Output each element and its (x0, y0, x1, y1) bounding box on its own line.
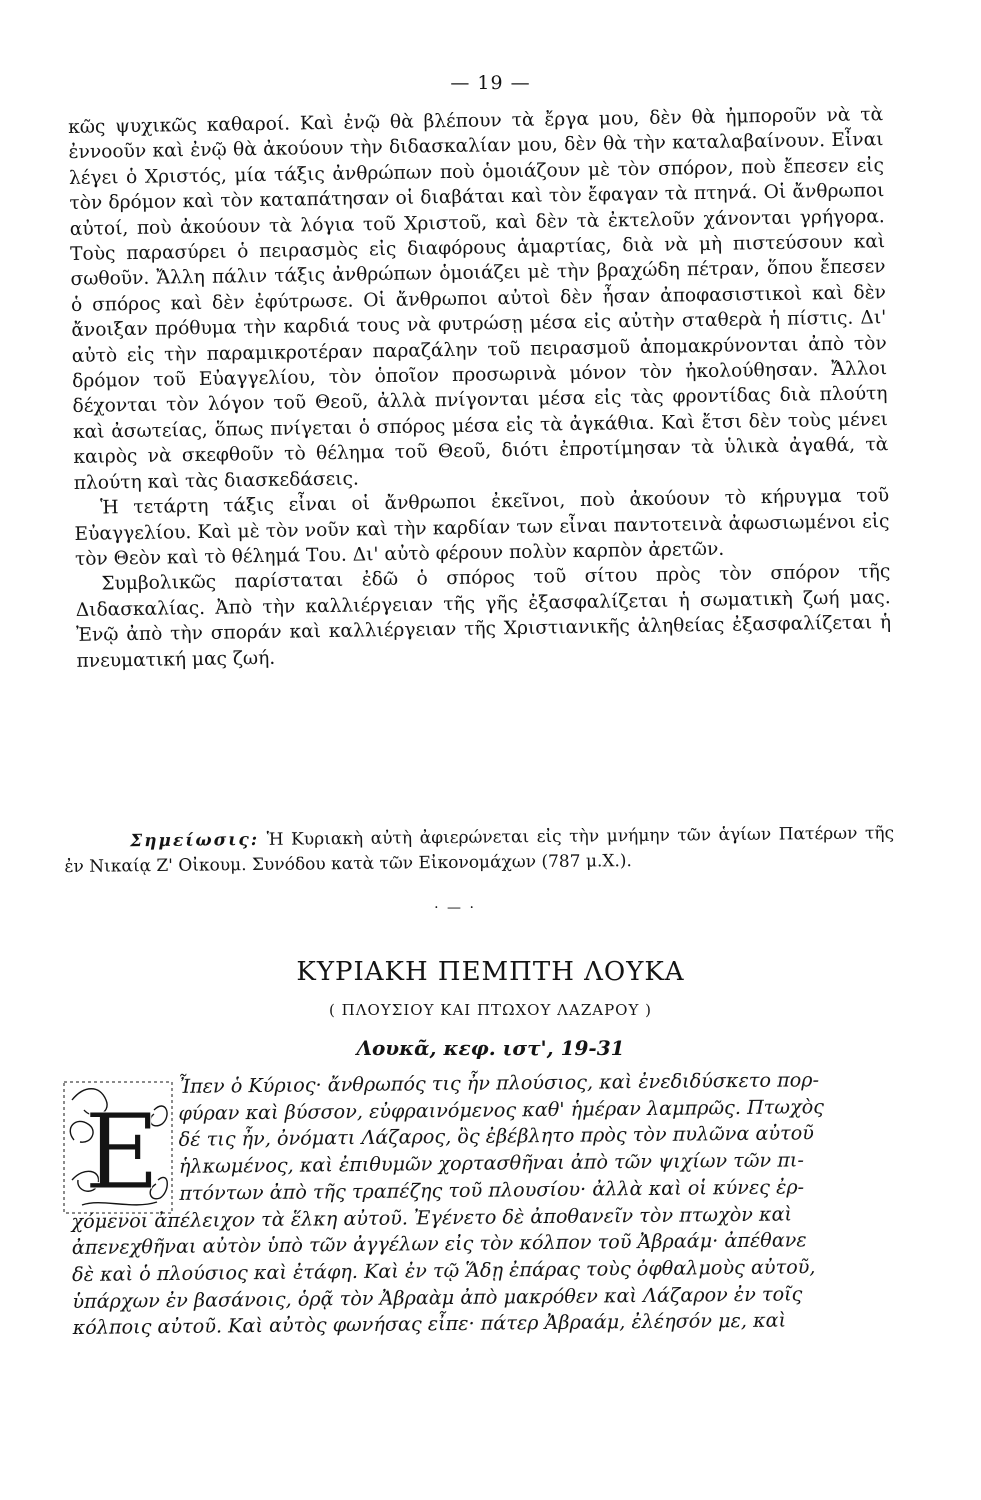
section-subtitle: ( ΠΛΟΥΣΙΟΥ ΚΑΙ ΠΤΩΧΟΥ ΛΑΖΑΡΟΥ ) (329, 1001, 652, 1019)
body-text (68, 102, 892, 674)
note-label: Σημείωσις: (130, 829, 260, 852)
gospel-line: Ἶπεν ὁ Κύριος· ἄνθρωπός τις ἦν πλούσιος, καὶ ἐνεδιδύσκετο πορ- (178, 1068, 820, 1098)
scripture-reference: Λουκᾶ, κεφ. ιστ', 19-31 (356, 1036, 625, 1060)
section-separator: · — · (434, 900, 476, 916)
gospel-line: δέ τις ἦν, ὀνόματι Λάζαρος, ὃς ἐβέβλητο πρὸς τὸν πυλῶνα αὐτοῦ (178, 1121, 815, 1152)
note-text: Ἡ Κυριακὴ αὐτὴ ἀφιερώνεται εἰς τὴν μνήμην τῶν ἁγίων Πατέρων τῆς ἐν Νικαίᾳ Ζ' Οἰκουμ. Συνόδου κατὰ τῶν Εἰκονομάχων (787 μ.Χ.). (64, 823, 895, 877)
gospel-line: κόλποις αὐτοῦ. Καὶ αὐτὸς φωνήσας εἶπε· πάτερ Ἀβραάμ, ἐλέησόν με, καὶ (72, 1308, 787, 1340)
gospel-line: δὲ καὶ ὁ πλούσιος καὶ ἐτάφη. Καὶ ἐν τῷ Ἅδῃ ἐπάρας τοὺς ὀφθαλμοὺς αὐτοῦ, (71, 1255, 816, 1286)
paragraph-3: Συμβολικῶς παρίσταται ἐδῶ ὁ σπόρος τοῦ σίτου πρὸς τὸν σπόρον τῆς Διδασκαλίας. Ἀπὸ τὴν καλλιέργειαν τῆς γῆς ἐξασφαλίζεται ἡ σωματικὴ ζωή μας. Ἐνῷ ἀπὸ τὴν σποράν καὶ καλλιέργειαν τῆς Χριστιανικῆς ἀληθείας ἐξασφαλίζεται ἡ πνευματική μας ζωή. (75, 561, 892, 672)
gospel-text (70, 1066, 895, 1342)
gospel-line: ἡλκωμένος, καὶ ἐπιθυμῶν χορτασθῆναι ἀπὸ τῶν ψιχίων τῶν πι- (178, 1148, 804, 1178)
gospel-line: χόμενοι ἀπέλειχον τὰ ἕλκη αὐτοῦ. Ἐγένετο δὲ ἀποθανεῖν τὸν πτωχὸν καὶ (71, 1201, 793, 1233)
section-title: ΚΥΡΙΑΚΗ ΠΕΜΠΤΗ ΛΟΥΚΑ (296, 957, 685, 987)
footnote (64, 821, 894, 880)
gospel-line: ἀπενεχθῆναι αὐτὸν ὑπὸ τῶν ἀγγέλων εἰς τὸν κόλπον τοῦ Ἀβραάμ· ἀπέθανε (71, 1228, 807, 1260)
gospel-line: ὑπάρχων ἐν βασάνοις, ὁρᾷ τὸν Ἀβραὰμ ἀπὸ μακρόθεν καὶ Λάζαρον ἐν τοῖς (72, 1281, 803, 1313)
paragraph-2: Ἡ τετάρτη τάξις εἶναι οἱ ἄνθρωποι ἐκεῖνοι, ποὺ ἀκούουν τὸ κήρυγμα τοῦ Εὐαγγελίου. Καὶ μὲ τὸν νοῦν καὶ τὴν καρδίαν των εἶναι παντοτεινὰ ἀφωσιωμένοι εἰς τὸν Θεὸν καὶ τὸ θέλημά Του. Δι' αὐτὸ φέρουν πολὺν καρπὸν ἀρετῶν. (74, 485, 890, 570)
page-number: — 19 — (450, 72, 531, 94)
paragraph-1: κῶς ψυχικῶς καθαροί. Καὶ ἐνῷ θὰ βλέπουν τὰ ἔργα μου, δὲν θὰ ἠμποροῦν νὰ τὰ ἐννοοῦν καὶ ἐνῷ θὰ ἀκούουν τὴν διδασκαλίαν μου, δὲν θὰ τὴν καταλαβαίνουν. Εἶναι λέγει ὁ Χριστός, μία τάξις ἀνθρώπων ποὺ ὁμοιάζουν μὲ τὸν σπόρον, ποὺ ἔπεσεν εἰς τὸν δρόμον καὶ τὸν καταπάτησαν οἱ διαβάται καὶ τὸν ἔφαγαν τὰ πτηνά. Οἱ ἄνθρωποι αὐτοί, ποὺ ἀκούουν τὰ λόγια τοῦ Χριστοῦ, καὶ δὲν τὰ ἐκτελοῦν χάνονται γρήγορα. Τοὺς παρασύρει ὁ πειρασμὸς εἰς διαφόρους ἁμαρτίας, διὰ νὰ μὴ πιστεύσουν καὶ σωθοῦν. Ἄλλη πάλιν τάξις ἀνθρώπων ὁμοιάζει μὲ τὴν βραχώδη πέτραν, ὅπου ἔπεσεν ὁ σπόρος καὶ δὲν ἐφύτρωσε. Οἱ ἄνθρωποι αὐτοὶ δὲν ἦσαν ἀποφασιστικοὶ καὶ δὲν ἄνοιξαν πρόθυμα τὴν καρδιά τους νὰ φυτρώσῃ μέσα εἰς αὐτὴν σταθερὰ ἡ πίστις. Δι' αὐτὸ εἰς τὴν παραμικροτέραν παραζάλην τοῦ πειρασμοῦ ἀπομακρύνονται ἀπὸ τὸν δρόμον τοῦ Εὐαγγελίου, τὸν ὁποῖον προσωρινὰ μόνον τὸν ἠκολούθησαν. Ἄλλοι δέχονται τὸν λόγον τοῦ Θεοῦ, ἀλλὰ πνίγονται μέσα εἰς τὰς φροντίδας διὰ πλούτη καὶ ἀσωτείας, ὅπως πνίγεται ὁ σπόρος μέσα εἰς τὰ ἀγκάθια. Καὶ ἔτσι δὲν τοὺς μένει καιρὸς νὰ σκεφθοῦν τὸ θέλημα τοῦ Θεοῦ, διότι ἐπροτίμησαν τὰ ὑλικὰ ἀγαθά, τὰ πλούτη καὶ τὰς διασκεδάσεις. (68, 104, 889, 494)
gospel-line: φύραν καὶ βύσσον, εὐφραινόμενος καθ' ἡμέραν λαμπρῶς. Πτωχὸς (178, 1094, 825, 1125)
drop-cap-letter: Ε (84, 1091, 160, 1213)
gospel-line: πτόντων ἀπὸ τῆς τραπέζης τοῦ πλουσίου· ἀλλὰ καὶ οἱ κύνες ἐρ- (179, 1175, 805, 1205)
